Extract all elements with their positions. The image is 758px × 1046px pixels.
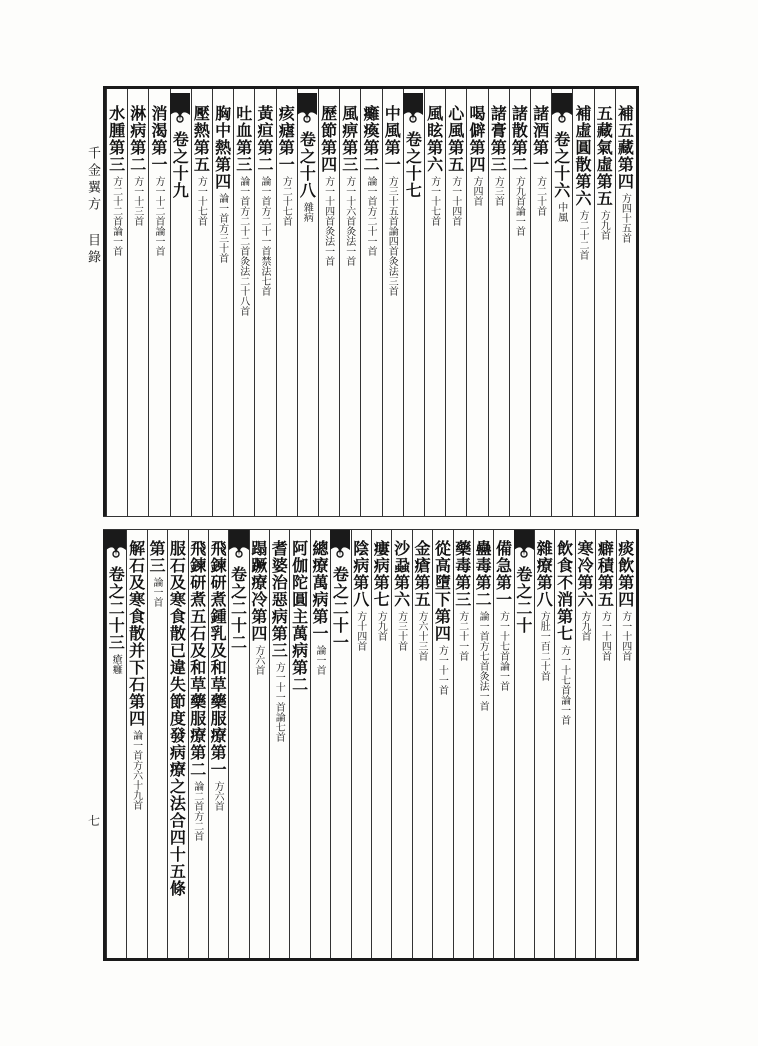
toc-entry: [167, 540, 187, 897]
entry-title: 金瘡第五: [411, 540, 431, 608]
entry-note: 論一首: [314, 645, 326, 675]
toc-entry: [129, 105, 145, 226]
entry-note: 方四首: [471, 176, 482, 206]
entry-note: 方一十四首: [619, 611, 631, 661]
toc-entry: [532, 105, 548, 216]
toc-entry: [276, 105, 296, 226]
entry-title: 諸酒第一: [530, 105, 550, 173]
entry-note: 方九首論一首: [513, 176, 525, 236]
toc-entry: [382, 105, 402, 296]
volume-marker-icon: [330, 528, 350, 562]
toc-entry: [189, 540, 205, 841]
entry-title: 中風第一: [382, 105, 402, 173]
entry-title: 補虛圓散第六: [573, 105, 592, 207]
entry-title: 耆婆治惡病第三: [269, 540, 289, 659]
entry-title: 藥毒第三: [452, 540, 472, 608]
volume-marker-icon: [170, 93, 190, 127]
entry-title: 飛鍊研煮鍾乳及和草藥服療第一: [208, 540, 228, 778]
toc-entry: [235, 105, 251, 316]
entry-title: 痎瘧第一: [276, 105, 296, 173]
entry-note: 論一首方二十二首灸法二十八首: [237, 176, 249, 316]
volume-heading: [230, 566, 246, 651]
entry-title: 從高墮下第四: [432, 540, 452, 642]
toc-entry: [291, 540, 307, 693]
entry-note: 方一十一首: [436, 645, 448, 695]
volume-marker-icon: [514, 528, 534, 562]
entry-note: 方九首: [579, 611, 591, 641]
entry-title: 雜療第八: [534, 540, 554, 608]
entry-title: 阿伽陀圓主萬病第二: [289, 540, 309, 693]
entry-note: 方六首: [252, 645, 264, 675]
page-number: 七: [88, 814, 101, 828]
toc-entry: [362, 105, 378, 256]
entry-note: 雜病: [301, 202, 313, 222]
toc-entry: [191, 105, 211, 226]
book-title: 千金翼方 目錄: [85, 146, 100, 267]
entry-title: 卷之二十: [513, 566, 533, 634]
toc-entry: [594, 105, 614, 240]
entry-note: 論一首方二十一首禁法七首: [259, 176, 270, 296]
entry-title: 五藏氣虛第五: [594, 105, 614, 207]
entry-note: 方九首: [375, 611, 387, 641]
entry-title: 飲食不消第七: [554, 540, 574, 642]
entry-title: 總療萬病第一: [310, 540, 330, 642]
entry-title: 風眩第六: [424, 105, 444, 173]
volume-heading: [106, 566, 126, 674]
entry-title: 蠱毒第二: [473, 540, 493, 608]
volume-marker-icon: [403, 93, 423, 127]
entry-title: 諸散第二: [509, 105, 529, 173]
entry-title: 諸膏第三: [488, 105, 508, 173]
entry-title: 水腫第三: [106, 105, 126, 173]
entry-note: 方十四首: [354, 611, 366, 651]
entry-title: 壓熱第五: [191, 105, 211, 173]
volume-heading: [515, 566, 531, 634]
entry-note: 方二十一首: [456, 611, 468, 661]
volume-marker-icon: [106, 528, 126, 562]
entry-note: 方肚一百二十首: [538, 611, 550, 681]
entry-title: 心風第五: [445, 105, 465, 173]
toc-upper-block: [103, 86, 639, 524]
entry-title: 卷之十六: [551, 131, 571, 199]
toc-entry: [595, 540, 615, 661]
toc-entry: [488, 105, 508, 206]
entry-note: 方九首: [598, 210, 610, 240]
fold-divider: [103, 516, 639, 530]
toc-entry: [371, 540, 391, 641]
volume-heading: [330, 566, 350, 651]
entry-note: 論一首方六十九首: [130, 730, 142, 810]
entry-title: 卷之十八: [297, 131, 317, 199]
entry-note: 論一首方二十一首: [365, 176, 376, 256]
entry-title: 卷之十九: [170, 131, 190, 199]
entry-title: 喝僻第四: [467, 105, 486, 173]
entry-note: 論一首方七首灸法一首: [477, 611, 489, 711]
toc-entry: [534, 540, 554, 681]
entry-note: 方一十六首灸法一首: [343, 176, 355, 266]
volume-heading: [403, 131, 423, 199]
entry-title: 寒冷第六: [575, 540, 595, 608]
entry-note: 方一十三首: [131, 176, 143, 226]
entry-title: 歷節第四: [318, 105, 338, 173]
entry-note: 論一首: [150, 577, 162, 607]
toc-entry: [473, 540, 493, 711]
entry-note: 方三十五首論四首灸法三首: [386, 176, 398, 296]
toc-entry: [256, 105, 272, 296]
entry-note: 方一十七首: [195, 176, 207, 226]
toc-entry: [454, 540, 470, 661]
toc-entry: [208, 540, 228, 811]
toc-entry: [269, 540, 289, 742]
toc-entry: [352, 540, 368, 651]
entry-title: 瘻病第七: [371, 540, 391, 608]
entry-title: 淋病第二: [127, 105, 147, 173]
entry-note: 方一十四首: [599, 611, 611, 661]
entry-title: 痰飲第四: [615, 540, 635, 608]
toc-entry: [509, 105, 529, 236]
entry-note: 方六十三首: [415, 611, 427, 661]
toc-entry: [574, 105, 590, 260]
entry-title: 胸中熱第四: [212, 105, 232, 190]
entry-note: 方一十四首: [449, 176, 461, 226]
entry-title: 飛鍊研煮五石及和草藥服療第二: [187, 540, 207, 778]
toc-entry: [468, 105, 484, 206]
toc-entry: [310, 540, 330, 675]
entry-title: 卷之十七: [403, 131, 423, 199]
entry-note: 方二十二首論一首: [110, 176, 122, 256]
toc-entry: [426, 105, 442, 226]
entry-title: 蹋蹶療冷第四: [248, 540, 268, 642]
entry-note: 方二十首: [534, 176, 546, 216]
volume-heading: [297, 131, 317, 222]
entry-title: 沙蝨第六: [391, 540, 411, 608]
volume-marker-icon: [297, 93, 317, 127]
toc-entry: [250, 540, 266, 675]
entry-title: 第三: [146, 540, 166, 574]
toc-entry: [615, 105, 635, 243]
entry-title: 風痹第三: [339, 105, 359, 173]
entry-note: 方一十七首論一首: [497, 611, 509, 691]
entry-title: 解石及寒食散并下石第四: [126, 540, 146, 727]
entry-title: 卷之二十三: [106, 566, 126, 651]
entry-note: 方一十二首論一首: [153, 176, 164, 256]
entry-title: 消渴第一: [149, 105, 168, 173]
toc-lower-block: [103, 521, 639, 961]
entry-note: 方一十四首灸法一首: [322, 176, 334, 266]
toc-entry: [341, 105, 357, 266]
toc-entry: [495, 540, 511, 691]
entry-title: 癖積第五: [595, 540, 615, 608]
toc-entry: [432, 540, 452, 695]
volume-marker-icon: [552, 93, 572, 127]
toc-entry: [617, 540, 633, 661]
toc-entry: [320, 105, 336, 266]
volume-heading: [170, 131, 190, 199]
toc-entry: [393, 540, 409, 651]
entry-note: 論一首方三十首: [216, 193, 228, 263]
toc-entry: [556, 540, 572, 725]
toc-entry: [447, 105, 463, 226]
entry-note: 方一十一首論七首: [273, 662, 285, 742]
entry-note: 方四十五首: [619, 193, 631, 243]
entry-note: 方一十七首論一首: [558, 645, 570, 725]
toc-entry: [108, 105, 124, 256]
entry-note: 方三十首: [395, 611, 407, 651]
entry-title: 卷之二十一: [330, 566, 350, 651]
toc-entry: [413, 540, 429, 661]
toc-entry: [150, 105, 166, 256]
entry-title: 備急第一: [493, 540, 513, 608]
entry-note: 論二首方二首: [191, 781, 203, 841]
volume-marker-icon: [229, 528, 249, 562]
entry-title: 補五藏第四: [615, 105, 635, 190]
toc-entry: [575, 540, 595, 641]
entry-note: 方六首: [212, 781, 224, 811]
toc-entry: [148, 540, 164, 607]
entry-note: 方一十七首: [428, 176, 440, 226]
entry-title: 卷之二十二: [228, 566, 248, 651]
entry-title: 吐血第三: [233, 105, 253, 173]
toc-entry: [214, 105, 230, 263]
entry-note: 方二十二首: [577, 210, 588, 260]
entry-note: 中風: [555, 202, 567, 222]
entry-title: 癱瘓第二: [361, 105, 380, 173]
toc-entry: [128, 540, 144, 810]
entry-title: 陰病第八: [350, 540, 370, 608]
entry-title: 黃疸第二: [255, 105, 274, 173]
entry-note: 方三首: [492, 176, 504, 206]
entry-note: 方二十七首: [280, 176, 292, 226]
entry-note: 瘡癰: [110, 654, 122, 674]
entry-title: 服石及寒食散已違失節度發病療之法合四十五條: [167, 540, 187, 897]
volume-heading: [553, 131, 569, 222]
